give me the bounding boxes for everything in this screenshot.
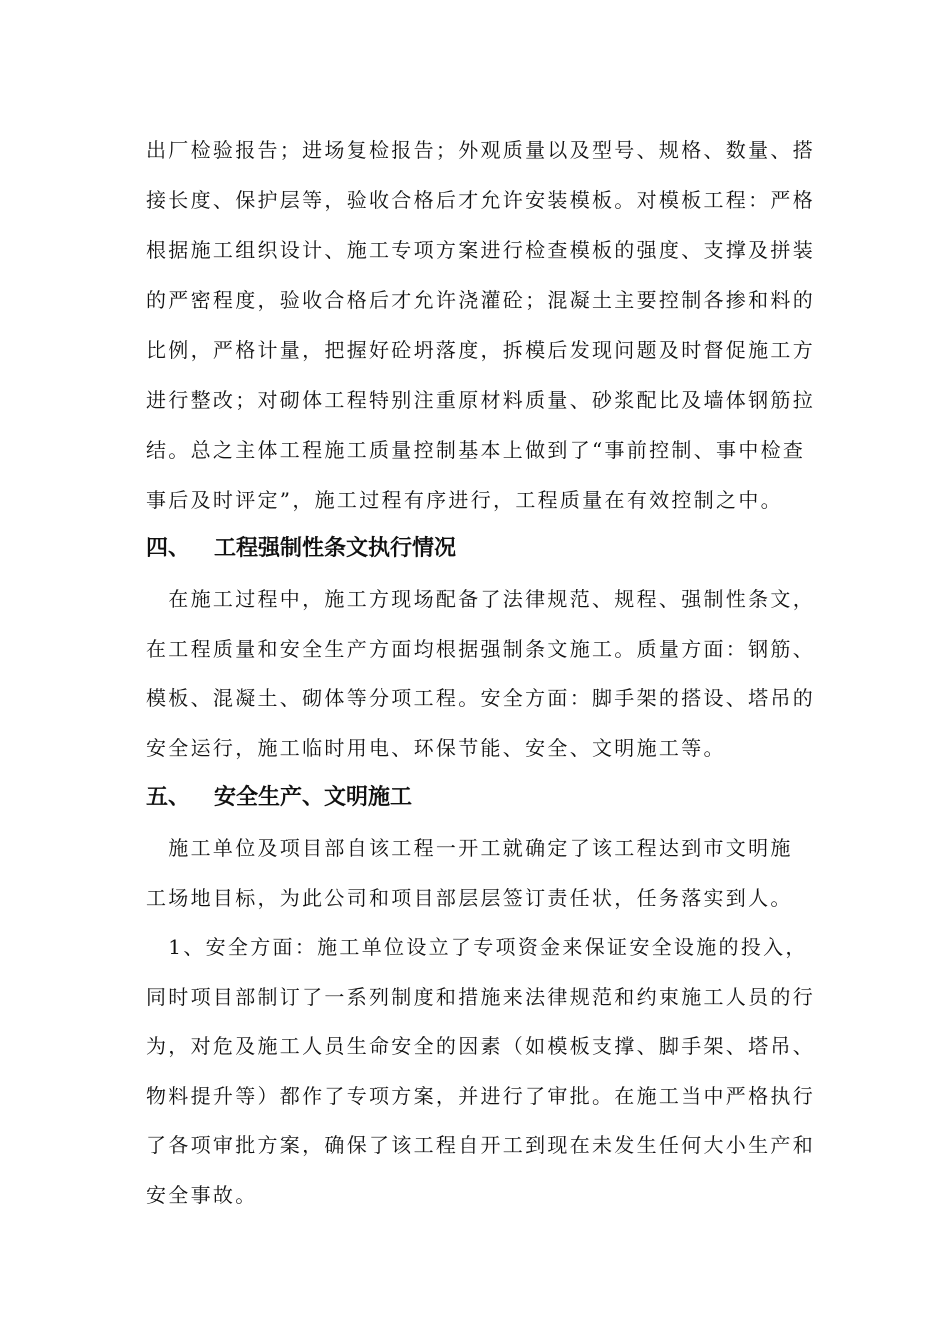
- text-line: 同时项目部制订了一系列制度和措施来法律规范和约束施工人员的行: [146, 985, 815, 1009]
- section-number: 四、: [146, 536, 191, 561]
- section-title: 安全生产、文明施工: [214, 785, 413, 810]
- text-line: 安全运行，施工临时用电、环保节能、安全、文明施工等。: [146, 736, 726, 760]
- text-line: 1、安全方面：施工单位设立了专项资金来保证安全设施的投入，: [146, 935, 808, 959]
- section-number: 五、: [146, 785, 191, 810]
- text-line: 接长度、保护层等，验收合格后才允许安装模板。对模板工程：严格: [146, 188, 815, 212]
- text-line: 比例，严格计量，把握好砼坍落度，拆模后发现问题及时督促施工方: [146, 338, 815, 362]
- section-heading-5: [146, 783, 412, 813]
- section-heading-4: [146, 534, 456, 564]
- text-line: 工场地目标，为此公司和项目部层层签订责任状，任务落实到人。: [146, 886, 793, 910]
- text-line: 在施工过程中，施工方现场配备了法律规范、规程、强制性条文，: [146, 587, 815, 611]
- text-line: 模板、混凝土、砌体等分项工程。安全方面：脚手架的搭设、塔吊的: [146, 686, 815, 710]
- text-line: 根据施工组织设计、施工专项方案进行检查模板的强度、支撑及拼装: [146, 238, 815, 262]
- text-line: 物料提升等）都作了专项方案，并进行了审批。在施工当中严格执行: [146, 1084, 815, 1108]
- text-line: 进行整改；对砌体工程特别注重原材料质量、砂浆配比及墙体钢筋拉: [146, 388, 815, 412]
- section-title: 工程强制性条文执行情况: [214, 536, 457, 561]
- text-line: 为，对危及施工人员生命安全的因素（如模板支撑、脚手架、塔吊、: [146, 1034, 815, 1058]
- text-line: 了各项审批方案，确保了该工程自开工到现在未发生任何大小生产和: [146, 1133, 815, 1157]
- text-line: 出厂检验报告；进场复检报告；外观质量以及型号、规格、数量、搭: [146, 138, 815, 162]
- text-line: 在工程质量和安全生产方面均根据强制条文施工。质量方面：钢筋、: [146, 637, 815, 661]
- text-line: 施工单位及项目部自该工程一开工就确定了该工程达到市文明施: [146, 836, 793, 860]
- text-line: 安全事故。: [146, 1183, 258, 1207]
- text-line: 事后及时评定”，施工过程有序进行，工程质量在有效控制之中。: [146, 488, 783, 512]
- text-line: 结。总之主体工程施工质量控制基本上做到了“事前控制、事中检查: [146, 438, 806, 462]
- text-line: 的严密程度，验收合格后才允许浇灌砼；混凝土主要控制各掺和料的: [146, 288, 815, 312]
